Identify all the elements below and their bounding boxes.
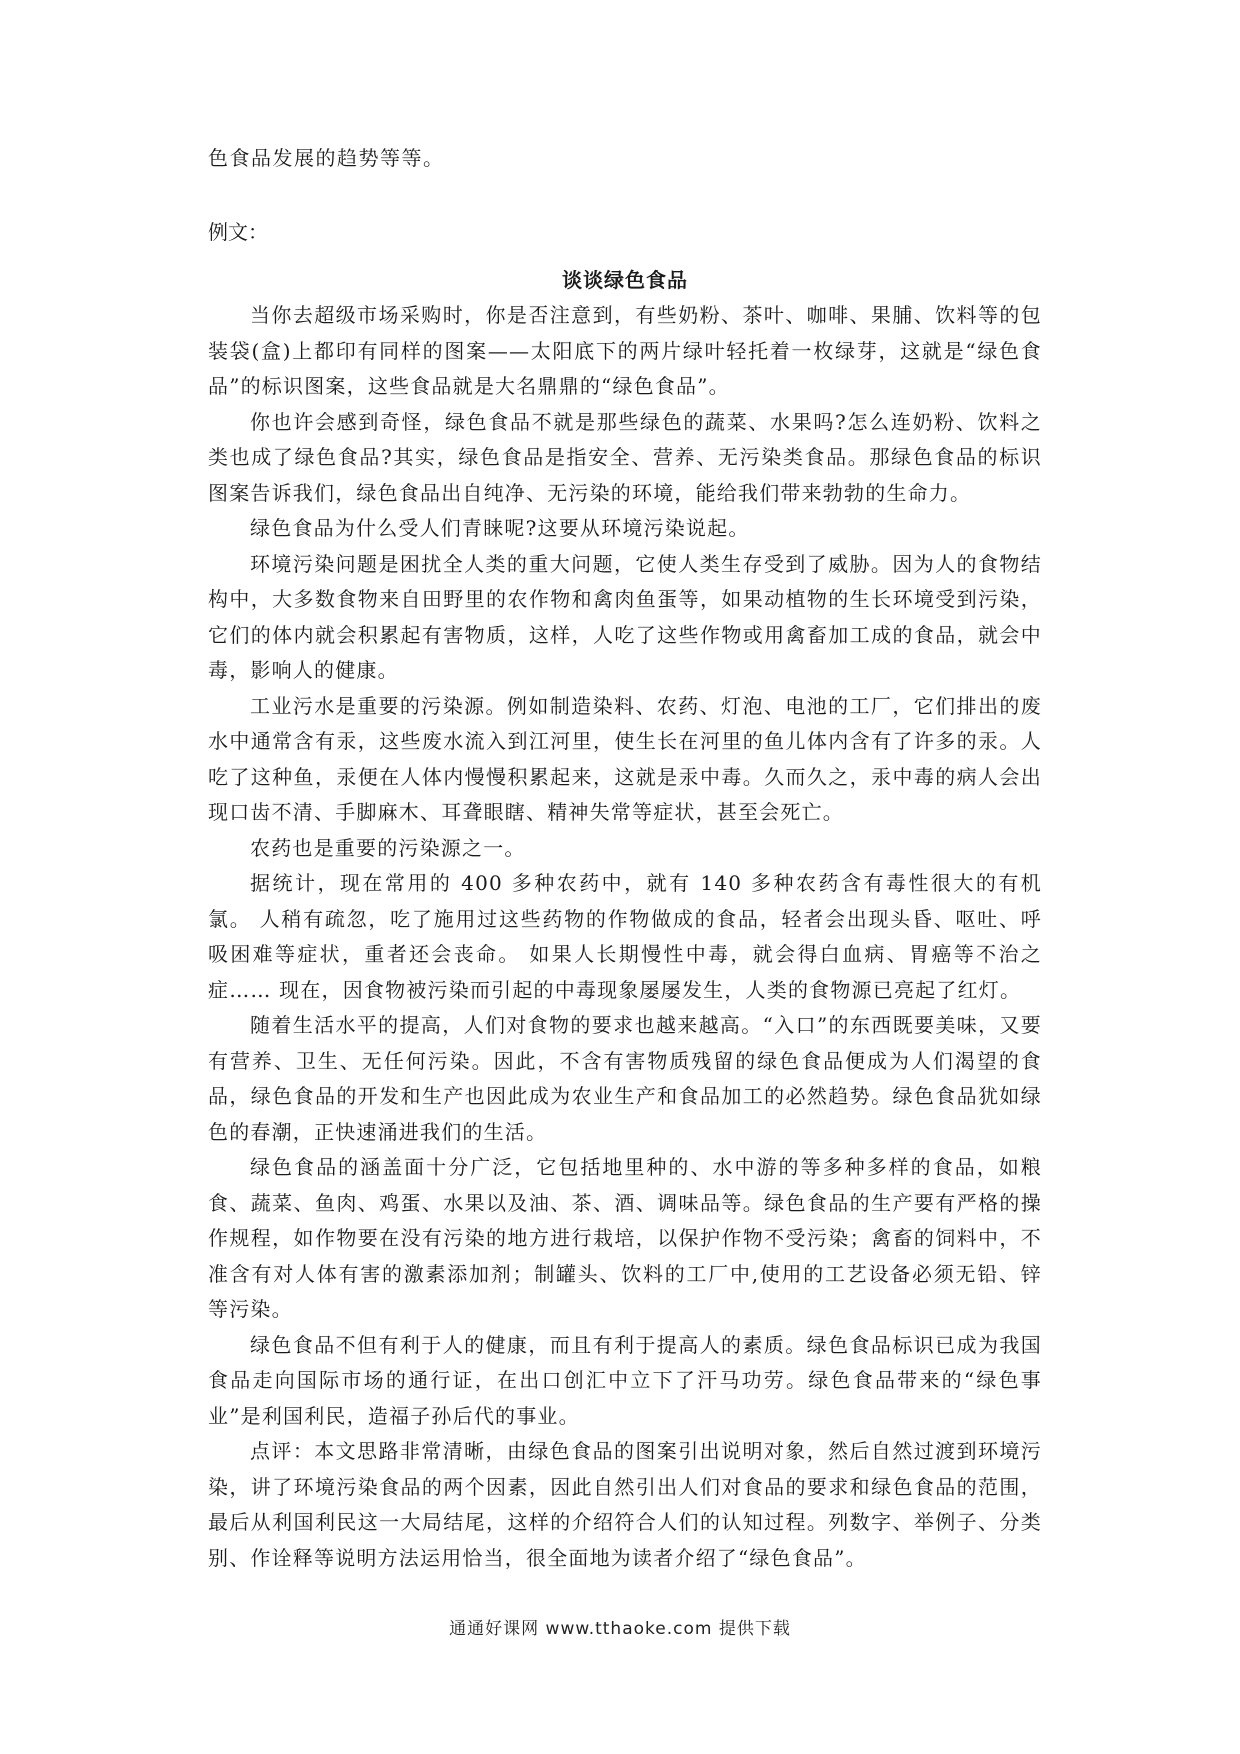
page-footer: 通通好课网 www.tthaoke.com 提供下载 — [449, 1619, 791, 1639]
example-label: 例文： — [208, 220, 268, 244]
article-paragraph: 绿色食品的涵盖面十分广泛，它包括地里种的、水中游的等多种多样的食品，如粮食、蔬菜、鱼肉、鸡蛋、水果以及油、茶、酒、调味品等。绿色食品的生产要有严格的操作规程，如作物要在没有污染的地方进行栽培，以保护作物不受污染；禽畜的饲料中，不准含有对人体有害的激素添加剂；制罐头、饮料的工厂中,使用的工艺设备必须无铅、锌等污染。 — [208, 1155, 1042, 1321]
article-paragraph: 农药也是重要的污染源之一。 — [250, 835, 526, 860]
article-title: 谈谈绿色食品 — [562, 268, 688, 292]
commentary-paragraph: 点评：本文思路非常清晰，由绿色食品的图案引出说明对象，然后自然过渡到环境污染，讲了环境污染食品的两个因素，因此自然引出人们对食品的要求和绿色食品的范围，最后从利国利民这一大局结尾，这样的介绍符合人们的认知过程。列数字、举例子、分类别、作诠释等说明方法运用恰当，很全面地为读者介绍了“绿色食品”。 — [208, 1439, 1042, 1570]
lead-text: 色食品发展的趋势等等。 — [208, 146, 445, 170]
article-paragraph: 随着生活水平的提高，人们对食物的要求也越来越高。“入口”的东西既要美味，又要有营养、卫生、无任何污染。因此，不含有害物质残留的绿色食品便成为人们渴望的食品，绿色食品的开发和生产也因此成为农业生产和食品加工的必然趋势。绿色食品犹如绿色的春潮，正快速涌进我们的生活。 — [208, 1013, 1042, 1144]
document-page — [208, 140, 1042, 1576]
article-paragraph: 工业污水是重要的污染源。例如制造染料、农药、灯泡、电池的工厂，它们排出的废水中通常含有汞，这些废水流入到江河里，使生长在河里的鱼儿体内含有了许多的汞。人吃了这种鱼，汞便在人体内慢慢积累起来，这就是汞中毒。久而久之，汞中毒的病人会出现口齿不清、手脚麻木、耳聋眼瞎、精神失常等症状，甚至会死亡。 — [208, 693, 1042, 824]
article-paragraph: 当你去超级市场采购时，你是否注意到，有些奶粉、茶叶、咖啡、果脯、饮料等的包装袋(盒)上都印有同样的图案——太阳底下的两片绿叶轻托着一枚绿芽，这就是“绿色食品”的标识图案，这些食品就是大名鼎鼎的“绿色食品”。 — [208, 303, 1042, 398]
article-body — [208, 298, 1042, 1576]
article-paragraph: 绿色食品不但有利于人的健康，而且有利于提高人的素质。绿色食品标识已成为我国食品走向国际市场的通行证，在出口创汇中立下了汗马功劳。绿色食品带来的“绿色事业”是利国利民，造福子孙后代的事业。 — [208, 1332, 1042, 1428]
article-paragraph: 据统计，现在常用的 400 多种农药中，就有 140 多种农药含有毒性很大的有机氯。 人稍有疏忽，吃了施用过这些药物的作物做成的食品，轻者会出现头昏、呕吐、呼吸困难等症状，重者还会丧命。 如果人长期慢性中毒，就会得白血病、胃癌等不治之症…… 现在，因食物被污染而引起的中毒现象屡屡发生，人类的食物源已亮起了红灯。 — [208, 871, 1042, 1002]
article-paragraph: 你也许会感到奇怪，绿色食品不就是那些绿色的蔬菜、水果吗?怎么连奶粉、饮料之类也成了绿色食品?其实，绿色食品是指安全、营养、无污染类食品。那绿色食品的标识图案告诉我们，绿色食品出自纯净、无污染的环境，能给我们带来勃勃的生命力。 — [208, 409, 1042, 505]
article-paragraph: 绿色食品为什么受人们青睐呢?这要从环境污染说起。 — [250, 516, 750, 540]
article-paragraph: 环境污染问题是困扰全人类的重大问题，它使人类生存受到了威胁。因为人的食物结构中，大多数食物来自田野里的农作物和禽肉鱼蛋等，如果动植物的生长环境受到污染，它们的体内就会积累起有害物质，这样，人吃了这些作物或用禽畜加工成的食品，就会中毒，影响人的健康。 — [208, 551, 1042, 682]
